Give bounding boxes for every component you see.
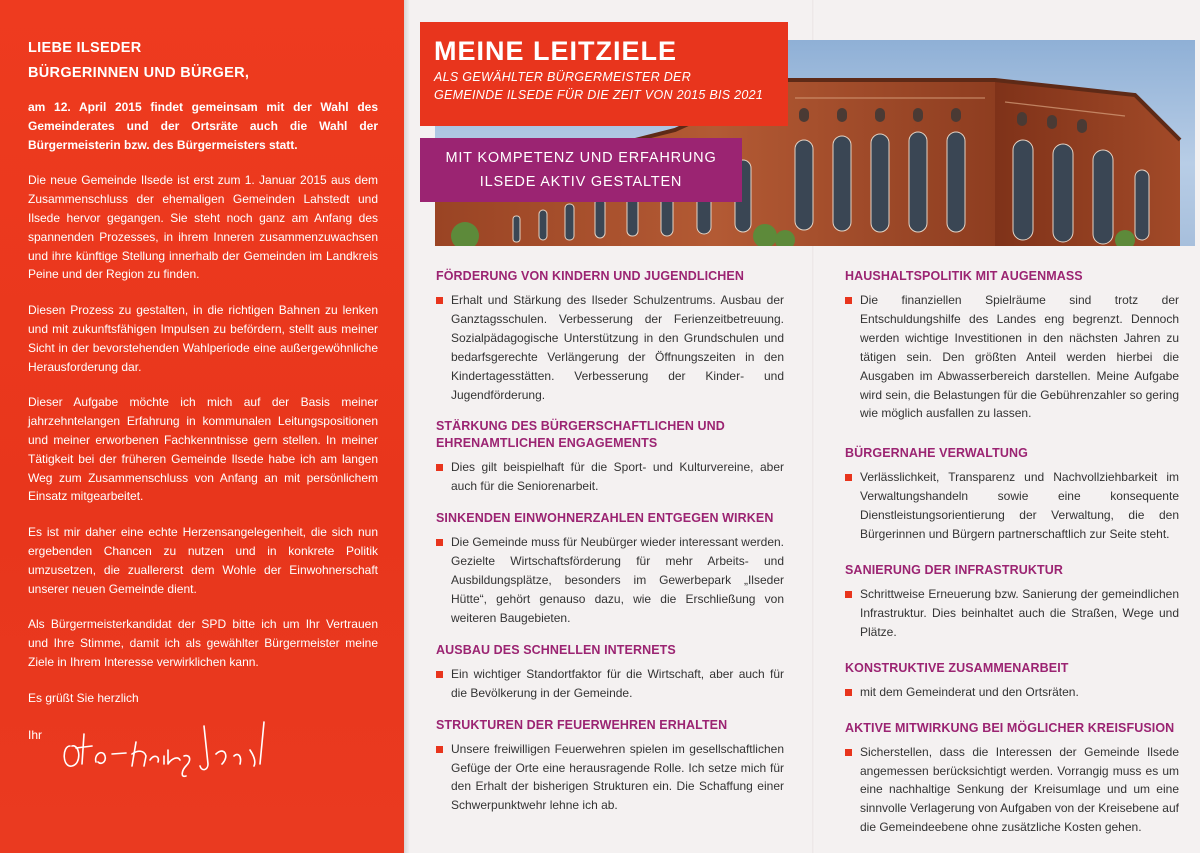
goal-text: Dies gilt beispielhaft für die Sport- und Kulturvereine, aber auch für die Seniorenarbeit. [451, 460, 784, 494]
goal-heading: HAUSHALTSPOLITIK MIT AUGENMASS [845, 269, 1083, 283]
goal-heading: STÄRKUNG DES BÜRGERSCHAFTLICHEN UND EHRENAMTLICHEN ENGAGEMENTS [436, 419, 725, 451]
letter-paragraph: Dieser Aufgabe möchte ich mich auf der Basis meiner jahrzehntelangen Erfahrung in kommunalen Leitungspositionen und meiner erworbenen Fachkenntnisse gern stellen. In meiner Tätigkeit bei der früheren Gemeinde Ilsede habe ich am langen Weg zum Zusammenschluss von Anfang an mit persönlichem Einsatz mitgearbeitet. [28, 395, 378, 504]
goal-section [436, 418, 784, 496]
slogan-line: MIT KOMPETENZ UND ERFAHRUNG [445, 150, 717, 166]
goal-section [436, 510, 784, 628]
goal-heading: BÜRGERNAHE VERWALTUNG [845, 446, 1028, 461]
bullet-square-icon [845, 474, 852, 481]
goal-text: Ein wichtiger Standortfaktor für die Wirtschaft, aber auch für die Bevölkerung in der Gemeinde. [451, 666, 784, 700]
letter-paragraph: Die neue Gemeinde Ilsede ist erst zum 1. Januar 2015 aus dem Zusammenschluss der ehemaligen Gemeinden Lahstedt und Ilsede hervor gegangen. Sie steht noch ganz am Anfang des spannenden Prozesses, in ihrem Inneren zusammenzuwachsen und ihre künftige Stellung innerhalb der Gemeinden im Landkreis Peine und der Region zu finden. [28, 173, 378, 282]
goals-column-left [436, 268, 784, 815]
bullet-square-icon [436, 297, 443, 304]
bullet-square-icon [436, 539, 443, 546]
goal-text: Schrittweise Erneuerung bzw. Sanierung der gemeindlichen Infrastruktur. Dies beinhaltet auch die Straßen, Wege und Plätze. [860, 586, 1179, 639]
goal-heading: AKTIVE MITWIRKUNG BEI MÖGLICHER KREISFUSION [845, 720, 1175, 735]
title-box [420, 22, 788, 126]
goal-text: Sicherstellen, dass die Interessen der Gemeinde Ilsede angemessen berücksichtigt werden. Vorrangig muss es um eine nachhaltige Senkung der Kreisumlage und um eine sinnvolle Verlagerung von Aufgaben von der Kreisebene auf die Gemeindeebene ohne zusätzliche Kosten gehen. [860, 744, 1179, 835]
goal-heading: SANIERUNG DER INFRASTRUKTUR [845, 562, 1063, 577]
letter-greeting [28, 36, 378, 86]
goal-item [436, 458, 784, 496]
slogan-box [420, 138, 742, 202]
goal-text: Unsere freiwilligen Feuerwehren spielen im gesellschaftlichen Gefüge der Orte eine herausragende Rolle. Ich setze mich für den Erhalt der bisherigen Strukturen ein. Die Schaffung einer Schwerpunktwehr lehne ich ab. [451, 741, 784, 813]
letter-panel [0, 0, 404, 853]
bullet-square-icon [845, 591, 852, 598]
goal-section [845, 660, 1179, 702]
goal-text: Die finanziellen Spielräume sind trotz der Entschuldungshilfe des Landes eng begrenzt. Dennoch werden wichtige Investitionen in den nächsten Jahren zu tätigen sein. Den größten Anteil werden hierbei die Ausgaben im Abwasserbereich darstellen. Meine Aufgabe wird sein, die Belastungen für die Gebührenzahler so gering wie möglich ausfallen zu lassen. [860, 293, 1179, 421]
goal-item [436, 740, 784, 816]
page-subtitle: ALS GEWÄHLTER BÜRGERMEISTER DER [434, 70, 692, 84]
letter-intro: am 12. April 2015 findet gemeinsam mit der Wahl des Gemeinderates und der Ortsräte auch die Wahl der Bürgermeisterin bzw. des Bürgermeisters statt. [28, 100, 378, 152]
goal-heading: STRUKTUREN DER FEUERWEHREN ERHALTEN [436, 717, 728, 732]
goal-heading: AUSBAU DES SCHNELLEN INTERNETS [436, 642, 676, 657]
goal-text: Verlässlichkeit, Transparenz und Nachvollziehbarkeit im Verwaltungshandeln sowie eine konsequente Dienstleistungsorientierung der Verwaltung, die den Bürgerinnen und Bürgern partnerschaftlich zur Seite steht. [860, 470, 1179, 542]
goal-section [845, 562, 1179, 642]
signature-image [58, 716, 298, 786]
goal-section [845, 720, 1179, 838]
goal-item [845, 585, 1179, 642]
goal-section [436, 717, 784, 816]
goal-section [436, 268, 784, 404]
letter-paragraph: Diesen Prozess zu gestalten, in die richtigen Bahnen zu lenken und mit zukunftsfähigen Impulsen zu befördern, stellt aus meiner Sicht in der bevorstehenden Wahlperiode eine außergewöhnliche Herausforderung dar. [28, 303, 378, 374]
goal-item [436, 665, 784, 703]
goal-section [845, 445, 1179, 544]
goal-text: Erhalt und Stärkung des Ilseder Schulzentrums. Ausbau der Ganztagsschulen. Verbesserung der Ferienzeitbetreuung. Sozialpädagogische Unterstützung in den Grundschulen und bedarfsgerechte Verlängerung der Öffnungszeiten in den Kindertagesstätten. Verbesserung der Kinder- und Jugendförderung. [451, 293, 784, 402]
goal-heading: KONSTRUKTIVE ZUSAMMENARBEIT [845, 660, 1069, 675]
page-subtitle: GEMEINDE ILSEDE FÜR DIE ZEIT VON 2015 BIS 2021 [434, 88, 764, 102]
page-fold [404, 0, 410, 853]
bullet-square-icon [436, 746, 443, 753]
goal-text: Die Gemeinde muss für Neubürger wieder interessant werden. Gezielte Wirtschaftsförderung für mehr Arbeits- und Ausbildungsplätze, besonders im Gewerbepark „Ilseder Hütte“, gehört genauso dazu, wie die Erschließung von weiteren Baugebieten. [451, 535, 784, 625]
goal-section [436, 642, 784, 703]
goal-heading: FÖRDERUNG VON KINDERN UND JUGENDLICHEN [436, 269, 744, 283]
page-title: MEINE LEITZIELE [434, 36, 678, 66]
signature-row [28, 726, 378, 786]
greeting-line: LIEBE ILSEDER [28, 40, 142, 56]
letter-closing: Es grüßt Sie herzlich [28, 690, 139, 705]
goal-item [845, 743, 1179, 838]
bullet-square-icon [845, 689, 852, 696]
bullet-square-icon [845, 749, 852, 756]
goal-heading: SINKENDEN EINWOHNERZAHLEN ENTGEGEN WIRKEN [436, 511, 774, 526]
greeting-line: BÜRGERINNEN UND BÜRGER, [28, 65, 250, 81]
goal-section [845, 268, 1179, 423]
goal-item [845, 468, 1179, 544]
goal-item [436, 291, 784, 404]
goal-text: mit dem Gemeinderat und den Ortsräten. [860, 684, 1079, 699]
goal-item [845, 291, 1179, 423]
goals-column-right [845, 268, 1179, 837]
goal-item [845, 683, 1179, 702]
goal-item [436, 533, 784, 628]
letter-paragraph: Als Bürgermeisterkandidat der SPD bitte ich um Ihr Vertrauen und Ihre Stimme, damit ich als gewählter Bürgermeister meine Ziele in Ihrem Interesse verwirklichen kann. [28, 617, 378, 669]
letter-paragraph: Es ist mir daher eine echte Herzensangelegenheit, die sich nun ergebenden Chancen zu nutzen und in konkrete Politik umzusetzen, die zuallererst dem Wohle der Einwohnerschaft unserer neuen Gemeinde dient. [28, 525, 378, 596]
bullet-square-icon [436, 464, 443, 471]
bullet-square-icon [436, 671, 443, 678]
slogan-line: ILSEDE AKTIV GESTALTEN [479, 174, 683, 190]
signature-prefix: Ihr [28, 727, 43, 742]
bullet-square-icon [845, 297, 852, 304]
